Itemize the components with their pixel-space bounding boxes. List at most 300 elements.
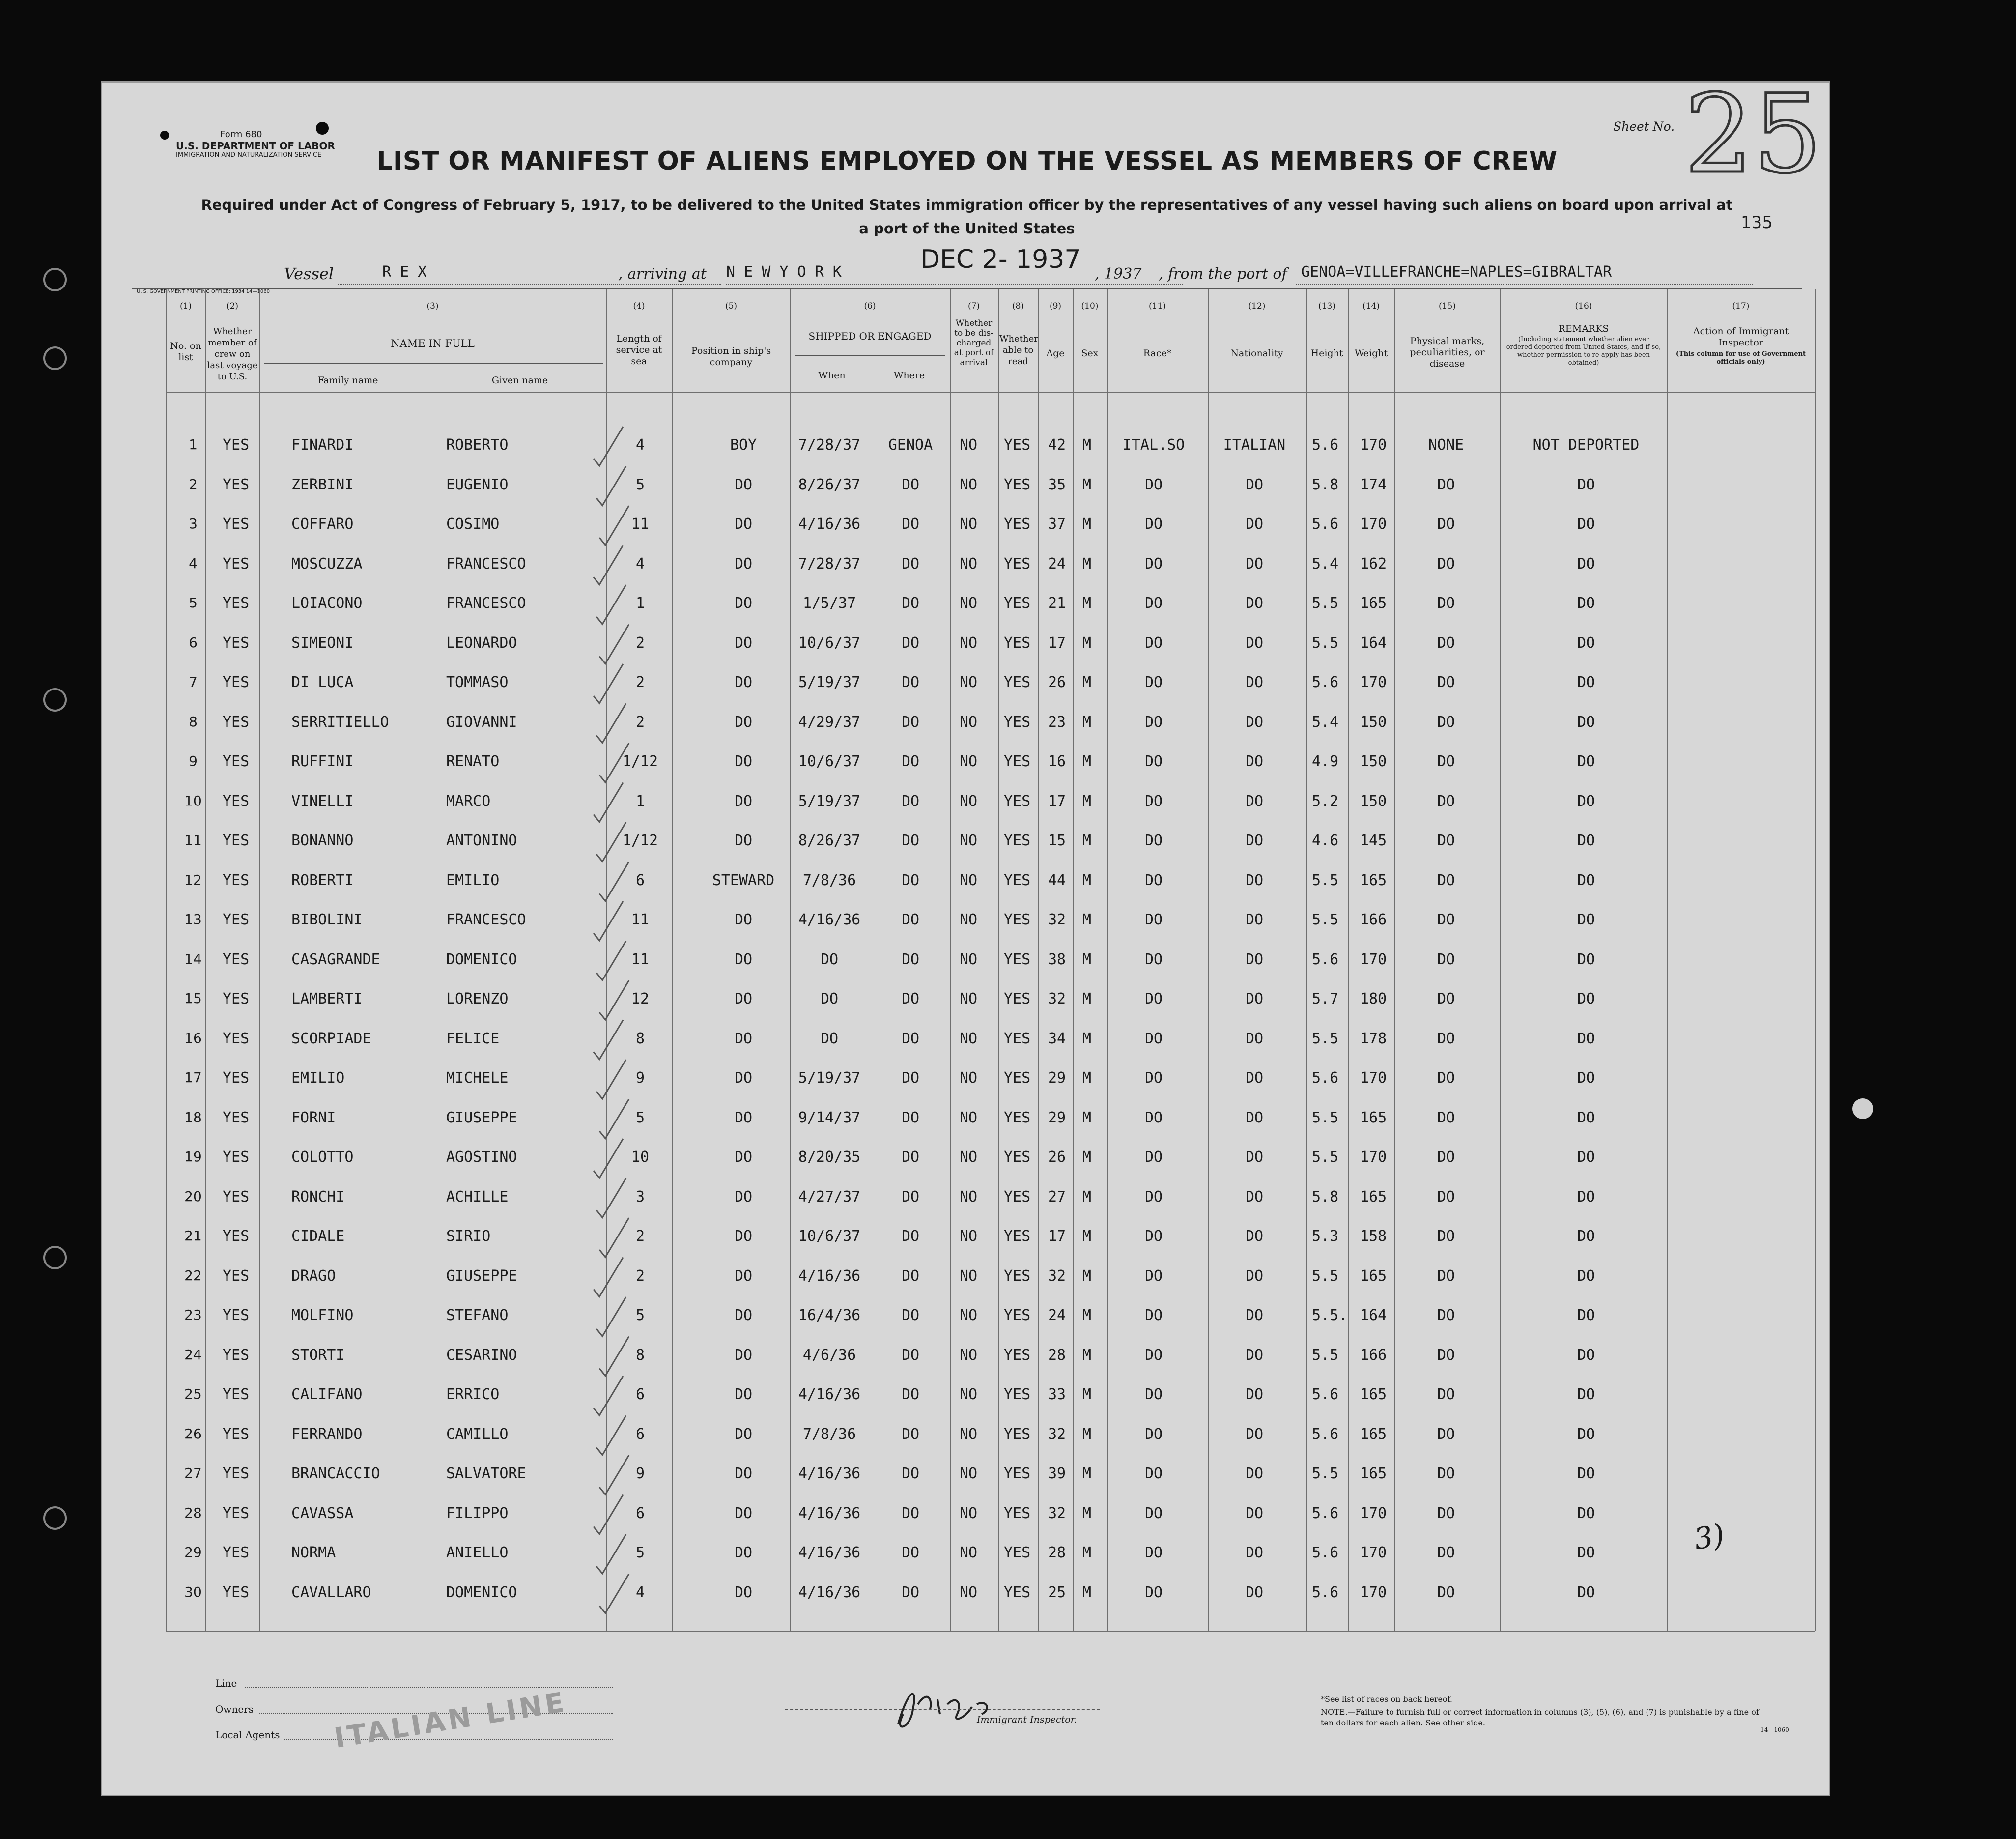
discharged-cell: NO — [960, 1267, 978, 1285]
remarks-cell: DO — [1577, 1386, 1595, 1403]
weight-cell: 170 — [1360, 1544, 1387, 1561]
family-name-cell: ZERBINI — [291, 476, 354, 493]
remarks-cell: DO — [1577, 1228, 1595, 1245]
length-service-cell: 6 — [635, 871, 645, 889]
position-cell: DO — [734, 1109, 753, 1126]
where-cell: GENOA — [888, 436, 933, 454]
where-cell: DO — [901, 1188, 920, 1206]
sex-cell: M — [1082, 1544, 1092, 1561]
physical-cell: DO — [1437, 595, 1455, 612]
length-service-cell: 11 — [631, 950, 650, 968]
length-service-cell: 10 — [631, 1149, 650, 1166]
when-cell: 7/8/36 — [802, 1425, 856, 1443]
position-cell: DO — [734, 1307, 753, 1324]
sex-cell: M — [1082, 1228, 1092, 1245]
given-name-cell: FRANCESCO — [446, 555, 526, 573]
height-cell: 5.5 — [1312, 1346, 1339, 1364]
row-number: 2 — [189, 476, 198, 492]
remarks-cell: DO — [1577, 674, 1595, 691]
where-cell: DO — [901, 832, 920, 849]
sex-cell: M — [1082, 950, 1092, 968]
when-cell: 4/6/36 — [802, 1346, 856, 1364]
able-read-cell: YES — [1004, 1030, 1031, 1047]
table-row — [102, 872, 1832, 911]
remarks-cell: DO — [1577, 950, 1595, 968]
nationality-cell: DO — [1245, 595, 1264, 612]
physical-cell: DO — [1437, 1465, 1455, 1482]
weight-cell: 165 — [1360, 1188, 1387, 1206]
age-cell: 33 — [1048, 1386, 1066, 1403]
table-row — [102, 1465, 1832, 1504]
position-cell: DO — [734, 1069, 753, 1087]
age-cell: 29 — [1048, 1109, 1066, 1126]
discharged-cell: NO — [960, 1030, 978, 1047]
family-name-cell: RUFFINI — [291, 753, 354, 770]
nationality-cell: DO — [1245, 1504, 1264, 1522]
given-name-cell: DOMENICO — [446, 1583, 517, 1601]
length-service-cell: 3 — [635, 1188, 645, 1206]
weight-cell: 165 — [1360, 871, 1387, 889]
stamp-number: 135 — [1741, 213, 1773, 232]
given-name-cell: ACHILLE — [446, 1188, 509, 1206]
discharged-cell: NO — [960, 1307, 978, 1324]
table-row — [102, 1307, 1832, 1346]
remarks-cell: DO — [1577, 1544, 1595, 1561]
nationality-cell: DO — [1245, 871, 1264, 889]
race-cell: DO — [1144, 555, 1163, 573]
length-service-cell: 2 — [635, 674, 645, 691]
vessel-label: Vessel — [284, 264, 334, 283]
given-name-cell: TOMMASO — [446, 674, 509, 691]
row-number: 1 — [189, 436, 198, 453]
nationality-cell: DO — [1245, 1069, 1264, 1087]
sex-cell: M — [1082, 832, 1092, 849]
able-read-cell: YES — [1004, 1583, 1031, 1601]
position-cell: DO — [734, 990, 753, 1007]
age-cell: 42 — [1048, 436, 1066, 454]
remarks-cell: DO — [1577, 713, 1595, 731]
family-name-cell: COLOTTO — [291, 1149, 354, 1166]
discharged-cell: NO — [960, 555, 978, 573]
where-cell: DO — [901, 1069, 920, 1087]
weight-cell: 150 — [1360, 792, 1387, 810]
height-cell: 5.5 — [1312, 871, 1339, 889]
row-number: 15 — [184, 990, 202, 1006]
physical-cell: DO — [1437, 555, 1455, 573]
weight-cell: 166 — [1360, 1346, 1387, 1364]
age-cell: 27 — [1048, 1188, 1066, 1206]
family-name-cell: SERRITIELLO — [291, 713, 389, 731]
family-name-cell: CIDALE — [291, 1228, 345, 1245]
length-service-cell: 6 — [635, 1504, 645, 1522]
race-cell: DO — [1144, 1386, 1163, 1403]
row-number: 27 — [184, 1465, 202, 1481]
departure-ports: GENOA=VILLEFRANCHE=NAPLES=GIBRALTAR — [1301, 263, 1612, 281]
last-voyage-cell: YES — [223, 634, 250, 652]
given-name-cell: CAMILLO — [446, 1425, 509, 1443]
department: U.S. DEPARTMENT OF LABOR — [176, 140, 335, 152]
length-service-cell: 8 — [635, 1346, 645, 1364]
where-cell: DO — [901, 713, 920, 731]
age-cell: 32 — [1048, 1504, 1066, 1522]
when-cell: 4/16/36 — [798, 1544, 861, 1561]
where-cell: DO — [901, 1030, 920, 1047]
weight-cell: 164 — [1360, 634, 1387, 652]
last-voyage-cell: YES — [223, 436, 250, 454]
agents-label: Local Agents — [215, 1729, 280, 1741]
table-row — [102, 832, 1832, 871]
family-name-cell: SCORPIADE — [291, 1030, 371, 1047]
sex-cell: M — [1082, 1030, 1092, 1047]
when-cell: 5/19/37 — [798, 792, 861, 810]
header-bottom-rule — [166, 392, 1815, 393]
table-row — [102, 1030, 1832, 1069]
ink-blot — [316, 122, 329, 135]
position-cell: DO — [734, 950, 753, 968]
discharged-cell: NO — [960, 1544, 978, 1561]
height-cell: 5.8 — [1312, 1188, 1339, 1206]
height-cell: 5.6 — [1312, 1544, 1339, 1561]
weight-cell: 170 — [1360, 1504, 1387, 1522]
col-number: (4) — [633, 301, 645, 311]
sex-cell: M — [1082, 713, 1092, 731]
length-service-cell: 4 — [635, 555, 645, 573]
given-name-cell: DOMENICO — [446, 950, 517, 968]
col-number: (7) — [967, 301, 980, 311]
row-number: 17 — [184, 1069, 202, 1086]
length-service-cell: 1 — [635, 595, 645, 612]
age-cell: 23 — [1048, 713, 1066, 731]
last-voyage-cell: YES — [223, 990, 250, 1007]
header-last-voyage: Whether member of crew on last voyage to U.S. — [207, 326, 258, 382]
length-service-cell: 11 — [631, 911, 650, 928]
given-name-cell: STEFANO — [446, 1307, 509, 1324]
row-number: 4 — [189, 555, 198, 572]
where-cell: DO — [901, 1504, 920, 1522]
row-number: 6 — [189, 634, 198, 651]
discharged-cell: NO — [960, 1583, 978, 1601]
sex-cell: M — [1082, 1109, 1092, 1126]
last-voyage-cell: YES — [223, 832, 250, 849]
length-service-cell: 4 — [635, 436, 645, 454]
family-name-cell: FORNI — [291, 1109, 336, 1126]
race-cell: DO — [1144, 1030, 1163, 1047]
position-cell: DO — [734, 1267, 753, 1285]
position-cell: DO — [734, 1465, 753, 1482]
nationality-cell: DO — [1245, 476, 1264, 493]
nationality-cell: DO — [1245, 1149, 1264, 1166]
when-cell: 4/29/37 — [798, 713, 861, 731]
family-name-cell: NORMA — [291, 1544, 336, 1561]
when-cell: 4/16/36 — [798, 516, 861, 533]
able-read-cell: YES — [1004, 792, 1031, 810]
weight-cell: 165 — [1360, 1386, 1387, 1403]
remarks-cell: NOT DEPORTED — [1533, 436, 1640, 454]
header-name-in-full: NAME IN FULL — [391, 338, 475, 349]
physical-cell: DO — [1437, 1267, 1455, 1285]
header-remarks: REMARKS — [1558, 323, 1609, 334]
family-name-cell: FERRANDO — [291, 1425, 363, 1443]
nationality-cell: DO — [1245, 911, 1264, 928]
arriving-label: , arriving at — [618, 265, 707, 283]
weight-cell: 170 — [1360, 516, 1387, 533]
arrival-underline — [726, 284, 1183, 285]
table-row — [102, 1386, 1832, 1425]
table-row — [102, 1426, 1832, 1465]
printing-office: U. S. GOVERNMENT PRINTING OFFICE: 1934 14—1060 — [137, 289, 270, 294]
row-number: 23 — [184, 1307, 202, 1323]
age-cell: 17 — [1048, 1228, 1066, 1245]
when-cell: 4/16/36 — [798, 1583, 861, 1601]
given-name-cell: RENATO — [446, 753, 500, 770]
table-row — [102, 911, 1832, 950]
sex-cell: M — [1082, 1188, 1092, 1206]
length-service-cell: 2 — [635, 634, 645, 652]
position-cell: DO — [734, 1544, 753, 1561]
age-cell: 26 — [1048, 1149, 1066, 1166]
remarks-cell: DO — [1577, 911, 1595, 928]
row-number: 12 — [184, 871, 202, 888]
age-cell: 35 — [1048, 476, 1066, 493]
able-read-cell: YES — [1004, 990, 1031, 1007]
table-row — [102, 634, 1832, 674]
race-cell: DO — [1144, 753, 1163, 770]
row-number: 18 — [184, 1109, 202, 1125]
family-name-cell: VINELLI — [291, 792, 354, 810]
table-row — [102, 1109, 1832, 1149]
last-voyage-cell: YES — [223, 792, 250, 810]
vessel-underline — [338, 284, 721, 285]
given-name-cell: LEONARDO — [446, 634, 517, 652]
name-rule — [264, 363, 603, 364]
discharged-cell: NO — [960, 713, 978, 731]
discharged-cell: NO — [960, 1188, 978, 1206]
where-cell: DO — [901, 990, 920, 1007]
length-service-cell: 2 — [635, 713, 645, 731]
owners-label: Owners — [215, 1703, 254, 1715]
header-given-name: Given name — [491, 375, 548, 386]
sex-cell: M — [1082, 792, 1092, 810]
able-read-cell: YES — [1004, 555, 1031, 573]
discharged-cell: NO — [960, 1228, 978, 1245]
discharged-cell: NO — [960, 1109, 978, 1126]
height-cell: 5.3 — [1312, 1228, 1339, 1245]
discharged-cell: NO — [960, 516, 978, 533]
height-cell: 5.5 — [1312, 634, 1339, 652]
height-cell: 5.5 — [1312, 595, 1339, 612]
sex-cell: M — [1082, 1069, 1092, 1087]
row-number: 26 — [184, 1425, 202, 1442]
sex-cell: M — [1082, 516, 1092, 533]
penalty-note: NOTE.—Failure to furnish full or correct information in columns (3), (5), (6), and (7) is punishable by a fine of ten dollars for each alien. See other side. — [1321, 1707, 1759, 1727]
remarks-cell: DO — [1577, 990, 1595, 1007]
able-read-cell: YES — [1004, 832, 1031, 849]
last-voyage-cell: YES — [223, 1307, 250, 1324]
nationality-cell: DO — [1245, 634, 1264, 652]
when-cell: 4/16/36 — [798, 1267, 861, 1285]
able-read-cell: YES — [1004, 1544, 1031, 1561]
sex-cell: M — [1082, 1465, 1092, 1482]
able-read-cell: YES — [1004, 713, 1031, 731]
sex-cell: M — [1082, 990, 1092, 1007]
given-name-cell: GIOVANNI — [446, 713, 517, 731]
where-cell: DO — [901, 674, 920, 691]
able-read-cell: YES — [1004, 1386, 1031, 1403]
remarks-cell: DO — [1577, 1425, 1595, 1443]
given-name-cell: MICHELE — [446, 1069, 509, 1087]
length-service-cell: 9 — [635, 1465, 645, 1482]
height-cell: 5.8 — [1312, 476, 1339, 493]
row-number: 22 — [184, 1267, 202, 1284]
inspector-line — [785, 1709, 1100, 1710]
discharged-cell: NO — [960, 1386, 978, 1403]
family-name-cell: MOSCUZZA — [291, 555, 363, 573]
sex-cell: M — [1082, 1504, 1092, 1522]
family-name-cell: CAVALLARO — [291, 1583, 371, 1601]
physical-cell: DO — [1437, 634, 1455, 652]
ink-blot — [160, 131, 169, 140]
where-cell: DO — [901, 1307, 920, 1324]
last-voyage-cell: YES — [223, 1109, 250, 1126]
row-number: 5 — [189, 595, 198, 611]
discharged-cell: NO — [960, 753, 978, 770]
position-cell: DO — [734, 674, 753, 691]
sex-cell: M — [1082, 595, 1092, 612]
length-service-cell: 1/12 — [622, 832, 658, 849]
remarks-cell: DO — [1577, 595, 1595, 612]
binder-hole — [43, 346, 67, 370]
able-read-cell: YES — [1004, 674, 1031, 691]
last-voyage-cell: YES — [223, 1544, 250, 1561]
weight-cell: 170 — [1360, 1069, 1387, 1087]
header-able-read: Whether able to read — [999, 334, 1038, 367]
col-number: (8) — [1012, 301, 1024, 311]
age-cell: 39 — [1048, 1465, 1066, 1482]
weight-cell: 166 — [1360, 911, 1387, 928]
remarks-cell: DO — [1577, 1188, 1595, 1206]
nationality-cell: DO — [1245, 1030, 1264, 1047]
nationality-cell: DO — [1245, 1346, 1264, 1364]
race-cell: DO — [1144, 476, 1163, 493]
race-cell: DO — [1144, 1307, 1163, 1324]
sex-cell: M — [1082, 555, 1092, 573]
position-cell: DO — [734, 634, 753, 652]
able-read-cell: YES — [1004, 1504, 1031, 1522]
given-name-cell: FILIPPO — [446, 1504, 509, 1522]
discharged-cell: NO — [960, 1504, 978, 1522]
where-cell: DO — [901, 1267, 920, 1285]
sex-cell: M — [1082, 1149, 1092, 1166]
row-number: 3 — [189, 516, 198, 532]
header-action-sub: (This column for use of Government officials only) — [1675, 350, 1806, 366]
binder-hole — [43, 1246, 67, 1269]
position-cell: DO — [734, 1188, 753, 1206]
binder-hole — [43, 268, 67, 291]
last-voyage-cell: YES — [223, 674, 250, 691]
when-cell: 5/19/37 — [798, 1069, 861, 1087]
where-cell: DO — [901, 1228, 920, 1245]
discharged-cell: NO — [960, 990, 978, 1007]
table-row — [102, 555, 1832, 595]
manifest-sheet — [101, 71, 1830, 1796]
table-row — [102, 1505, 1832, 1544]
length-service-cell: 2 — [635, 1228, 645, 1245]
col-number: (3) — [426, 301, 439, 311]
position-cell: DO — [734, 1149, 753, 1166]
race-cell: DO — [1144, 595, 1163, 612]
able-read-cell: YES — [1004, 1346, 1031, 1364]
able-read-cell: YES — [1004, 1109, 1031, 1126]
table-row — [102, 753, 1832, 792]
height-cell: 5.7 — [1312, 990, 1339, 1007]
header-weight: Weight — [1354, 348, 1388, 359]
physical-cell: DO — [1437, 1228, 1455, 1245]
discharged-cell: NO — [960, 476, 978, 493]
race-cell: DO — [1144, 832, 1163, 849]
weight-cell: 178 — [1360, 1030, 1387, 1047]
sex-cell: M — [1082, 871, 1092, 889]
length-service-cell: 6 — [635, 1425, 645, 1443]
remarks-cell: DO — [1577, 1030, 1595, 1047]
height-cell: 5.4 — [1312, 713, 1339, 731]
remarks-cell: DO — [1577, 1149, 1595, 1166]
family-name-cell: DI LUCA — [291, 674, 354, 691]
arrival-port: N E W Y O R K — [726, 263, 842, 281]
position-cell: DO — [734, 516, 753, 533]
line-label: Line — [215, 1677, 237, 1689]
height-cell: 5.6 — [1312, 674, 1339, 691]
position-cell: DO — [734, 1504, 753, 1522]
when-cell: 8/26/37 — [798, 476, 861, 493]
family-name-cell: FINARDI — [291, 436, 354, 454]
position-cell: DO — [734, 713, 753, 731]
remarks-cell: DO — [1577, 555, 1595, 573]
family-name-cell: BONANNO — [291, 832, 354, 849]
given-name-cell: ANTONINO — [446, 832, 517, 849]
agents-underline — [284, 1739, 613, 1740]
race-cell: DO — [1144, 950, 1163, 968]
height-cell: 5.5. — [1312, 1307, 1348, 1324]
last-voyage-cell: YES — [223, 1069, 250, 1087]
length-service-cell: 5 — [635, 1109, 645, 1126]
races-note: *See list of races on back hereof. — [1321, 1695, 1453, 1704]
header-discharged: Whether to be dis-charged at port of arrival — [954, 318, 994, 368]
last-voyage-cell: YES — [223, 1030, 250, 1047]
given-name-cell: SALVATORE — [446, 1465, 526, 1482]
when-cell: 7/28/37 — [798, 555, 861, 573]
where-cell: DO — [901, 555, 920, 573]
last-voyage-cell: YES — [223, 1188, 250, 1206]
race-cell: ITAL.SO — [1122, 436, 1185, 454]
nationality-cell: ITALIAN — [1223, 436, 1286, 454]
last-voyage-cell: YES — [223, 516, 250, 533]
physical-cell: DO — [1437, 476, 1455, 493]
able-read-cell: YES — [1004, 911, 1031, 928]
col-number: (13) — [1318, 301, 1335, 311]
where-cell: DO — [901, 634, 920, 652]
when-cell: 9/14/37 — [798, 1109, 861, 1126]
height-cell: 5.5 — [1312, 1267, 1339, 1285]
height-cell: 5.6 — [1312, 1425, 1339, 1443]
table-row — [102, 595, 1832, 634]
header-nationality: Nationality — [1230, 348, 1283, 359]
position-cell: DO — [734, 1346, 753, 1364]
remarks-cell: DO — [1577, 871, 1595, 889]
table-row — [102, 793, 1832, 832]
margin-mark: 3) — [1691, 1518, 1728, 1557]
weight-cell: 174 — [1360, 476, 1387, 493]
row-number: 28 — [184, 1504, 202, 1521]
